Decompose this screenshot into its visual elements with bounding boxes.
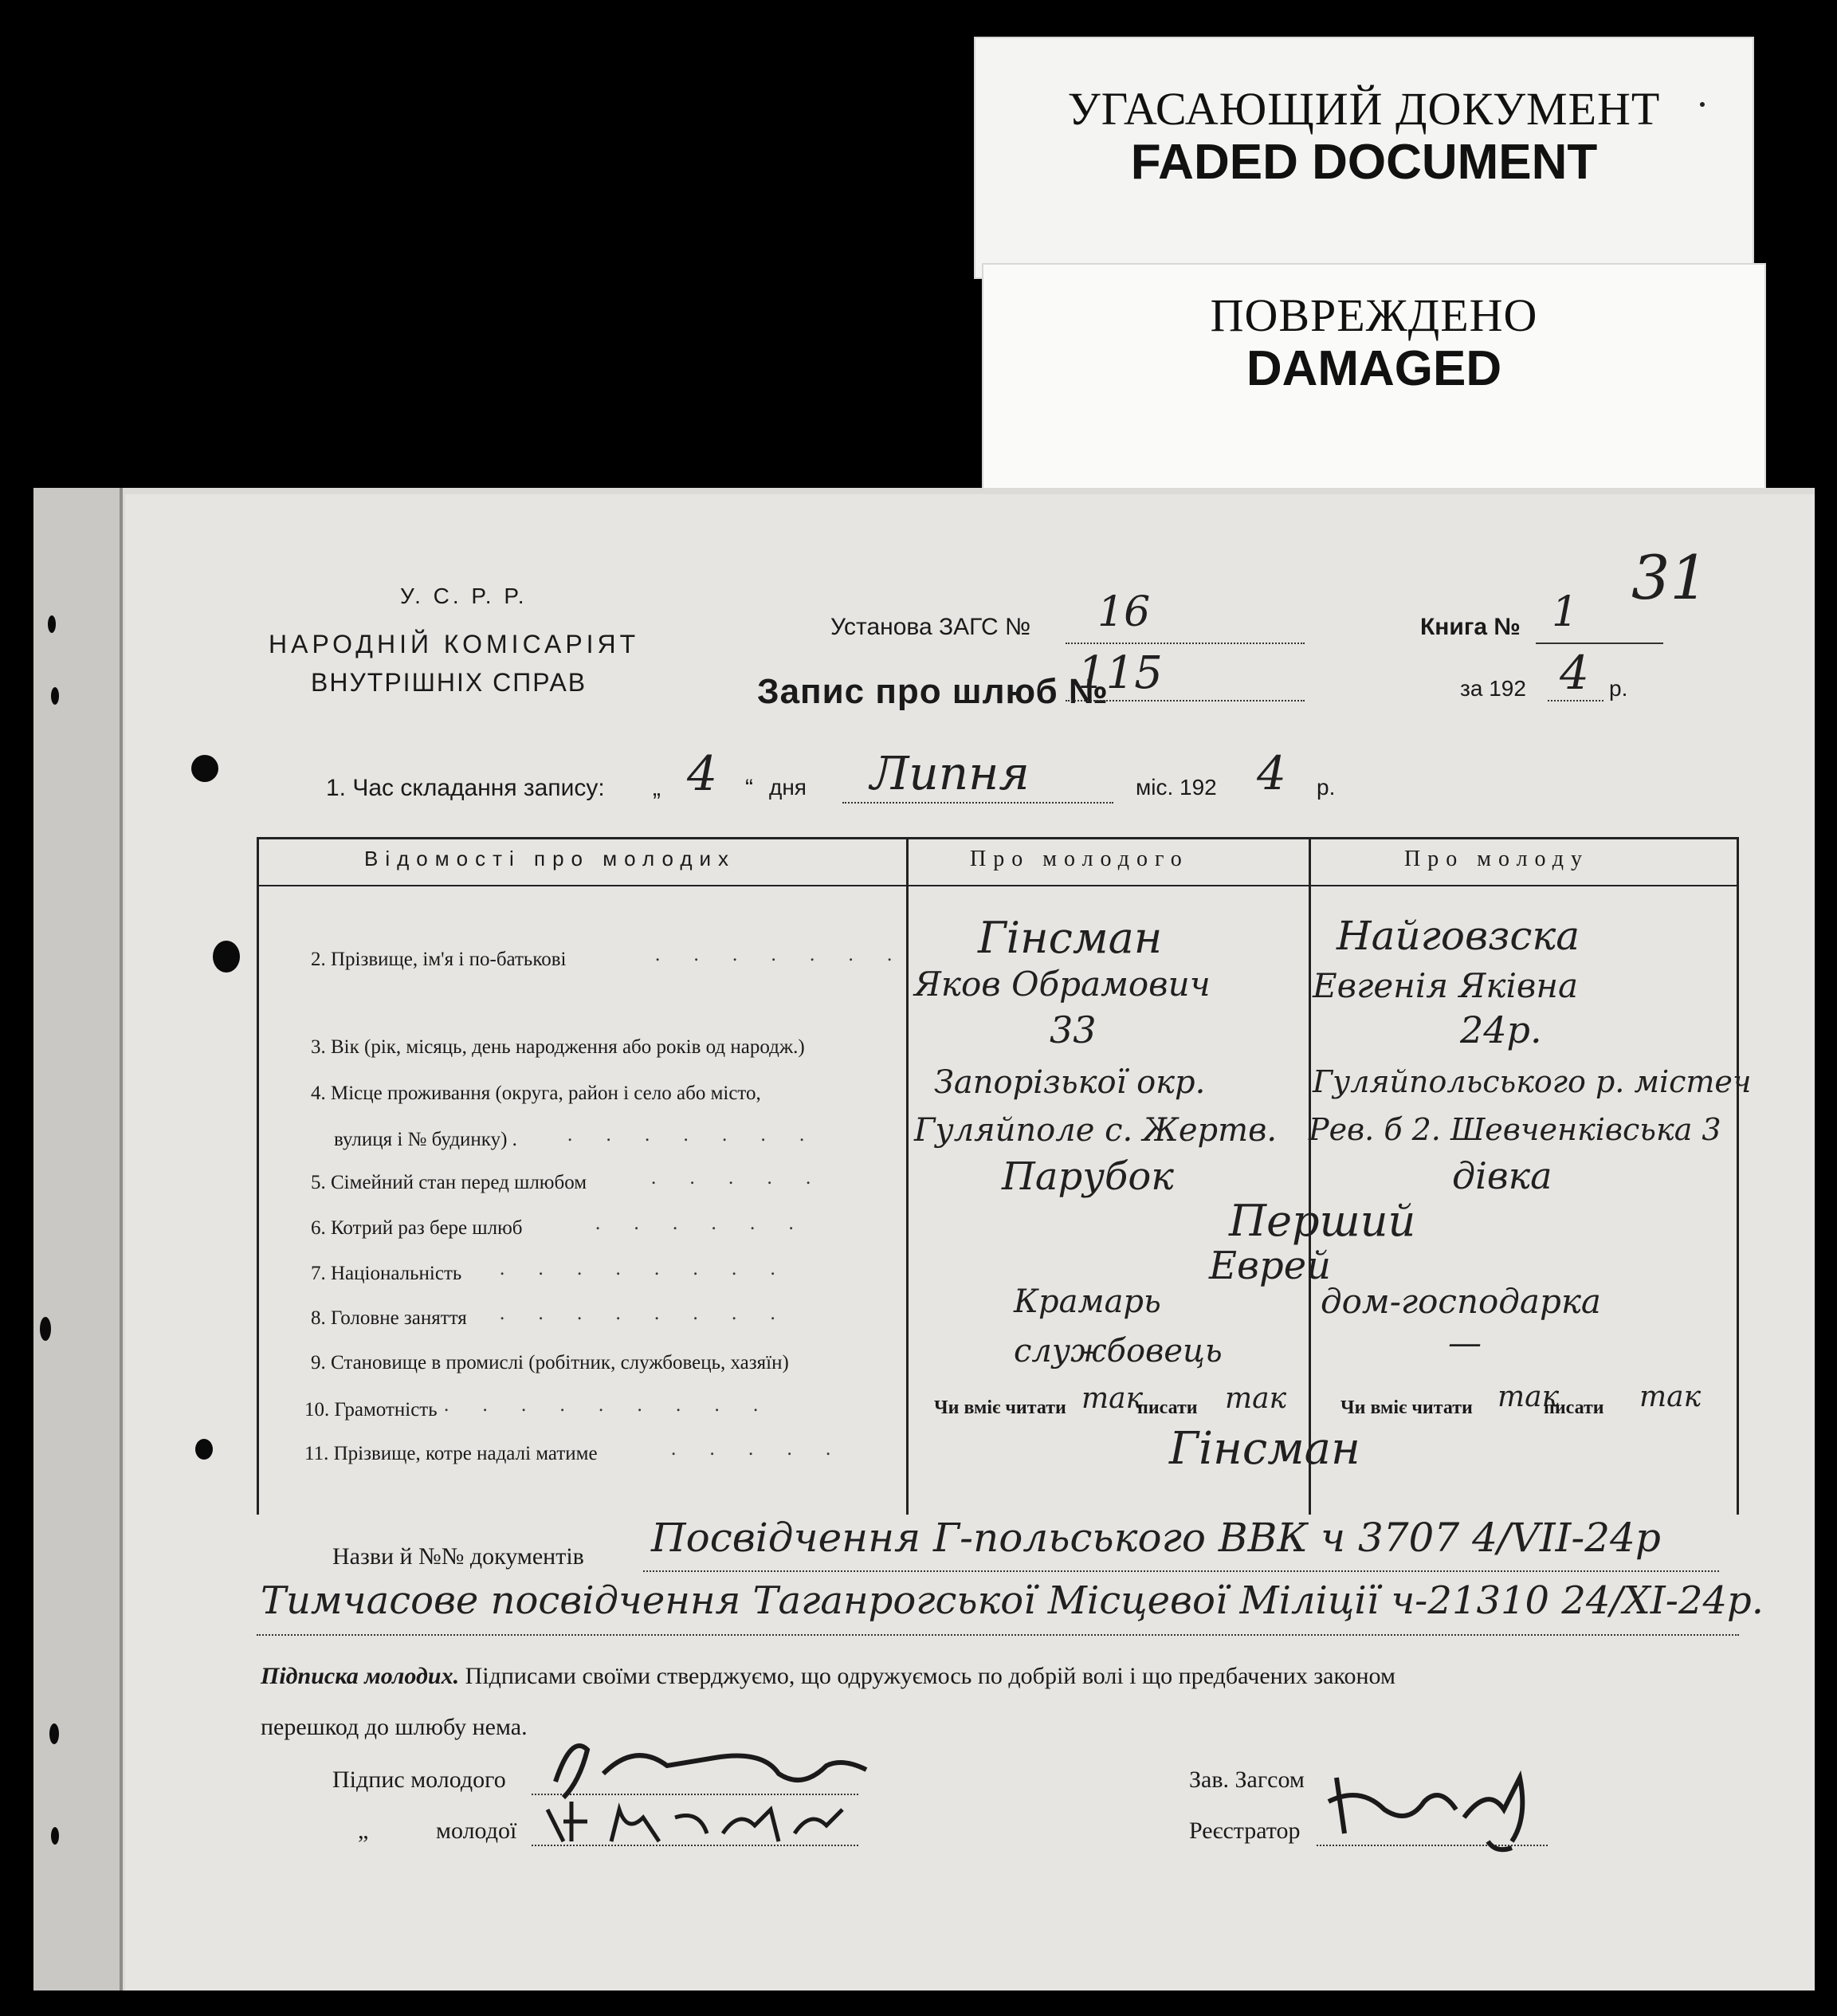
punch-hole (191, 755, 218, 782)
documents-label: Назви й №№ документів (332, 1543, 584, 1570)
groom-position: службовець (1014, 1333, 1223, 1370)
declaration-text-1: Підписами своїми стверджуємо, що одружуємось по добрій волі і що предбачених законом (465, 1663, 1395, 1689)
book-number-line (1536, 643, 1663, 644)
punch-hole (213, 941, 240, 973)
day-word: дня (769, 775, 807, 800)
ussr-abbrev: У. С. Р. Р. (400, 584, 528, 608)
faded-document-label (974, 37, 1754, 279)
bride-occupation: дом-господарка (1321, 1282, 1601, 1321)
documents-line-1-rule (643, 1570, 1719, 1572)
row-label-address: вулиця і № будинку) . (334, 1129, 517, 1150)
zags-number-line (1066, 643, 1305, 644)
record-number: 115 (1077, 647, 1163, 699)
row-dots: . . . . . . . . (500, 1258, 790, 1279)
year-digit: 4 (1560, 646, 1589, 700)
punch-hole (48, 615, 56, 633)
row-dots: . . . . . (651, 1167, 826, 1189)
punch-hole (195, 1439, 213, 1460)
punch-hole (51, 687, 59, 705)
faded-label-ru: УГАСАЮЩИЙ ДОКУМЕНТ (1067, 83, 1661, 135)
entry-time-label: 1. Час складання запису: (326, 775, 605, 801)
bride-age: 24р. (1460, 1008, 1542, 1051)
row-dots: . . . . . . . (567, 1124, 819, 1146)
column-header-bride: Про молоду (1404, 847, 1589, 871)
groom-read-value: так (1081, 1382, 1144, 1415)
groom-surname: Гінсман (978, 913, 1163, 963)
bride-read-label: Чи вміє читати (1340, 1397, 1473, 1418)
entry-day: 4 (687, 746, 718, 802)
entry-year-suffix: р. (1317, 775, 1336, 800)
zags-label: Установа ЗАГС № (830, 614, 1031, 640)
row-label-name: 2. Прізвище, ім'я і по-батькові (311, 949, 567, 970)
table-top-border (257, 837, 1739, 839)
damaged-label (982, 263, 1766, 493)
groom-write-value: так (1225, 1382, 1287, 1415)
groom-write-label: писати (1137, 1397, 1198, 1418)
row-dots: . . . . . . . . (500, 1303, 790, 1324)
row-dots: . . . . . . . (655, 944, 907, 965)
bride-read-value: так (1497, 1381, 1560, 1413)
table-right-border (1737, 837, 1739, 1515)
groom-residence-2: Гуляйполе с. Жертв. (914, 1112, 1278, 1149)
row-label-age: 3. Вік (рік, місяць, день народження або років од народж.) (311, 1036, 805, 1058)
head-registrar-label: Зав. Загсом (1189, 1766, 1305, 1793)
groom-signature-label: Підпис молодого (332, 1766, 506, 1793)
row-label-marital-status: 5. Сімейний стан перед шлюбом (311, 1172, 587, 1193)
groom-read-label: Чи вміє читати (934, 1397, 1066, 1418)
table-divider-2 (1309, 837, 1311, 1515)
row-dots: . . . . . . (595, 1212, 808, 1234)
bride-name: Евгенія Яківна (1313, 966, 1579, 1005)
column-header-groom: Про молодого (970, 847, 1189, 871)
marriage-record-sheet (33, 488, 1815, 1990)
faded-label-en: FADED DOCUMENT (1130, 135, 1598, 190)
row-label-occupation: 8. Головне заняття (311, 1307, 467, 1329)
table-left-border (257, 837, 259, 1515)
documents-line-2: Тимчасове посвідчення Таганрогської Місцевої Міліції ч-21310 24/XI-24р. (261, 1578, 1764, 1623)
column-header-info: Відомості про молодих (364, 847, 736, 870)
quote-open: „ (653, 775, 661, 801)
internal-affairs: ВНУТРІШНІХ СПРАВ (311, 668, 587, 697)
punch-hole (40, 1317, 51, 1341)
damaged-label-ru: ПОВРЕЖДЕНО (1210, 289, 1538, 341)
row-label-nationality: 7. Національність (311, 1263, 462, 1284)
record-number-line (1066, 700, 1305, 701)
damaged-label-en: DAMAGED (1246, 341, 1502, 396)
row-label-residence: 4. Місце проживання (округа, район і село або місто, (311, 1083, 761, 1104)
documents-line-1: Посвідчення Г-польського ВВК ч 3707 4/VII-24р (651, 1515, 1661, 1561)
table-divider-1 (906, 837, 909, 1515)
row-label-position: 9. Становище в промислі (робітник, службовець, хазяїн) (311, 1352, 789, 1373)
table-header-border (257, 885, 1739, 886)
commissariat-title: НАРОДНІЙ КОМІСАРІЯТ (269, 630, 640, 658)
declaration-text-2: перешкод до шлюбу нема. (261, 1714, 528, 1740)
bride-signature-label: молодої (436, 1818, 517, 1844)
groom-occupation: Крамарь (1014, 1283, 1161, 1320)
month-line (842, 802, 1113, 804)
declaration-line-1 (261, 1663, 1395, 1690)
bride-signature-prefix: „ (358, 1818, 369, 1844)
year-suffix: р. (1609, 676, 1628, 701)
bride-residence-1: Гуляйпольського р. містеч (1313, 1064, 1752, 1099)
bride-residence-2: Рев. б 2. Шевченківська 3 (1309, 1112, 1721, 1147)
quote-close: “ (745, 775, 753, 801)
bride-position: — (1448, 1323, 1482, 1362)
punch-hole (49, 1723, 59, 1744)
binding-strip (33, 488, 123, 1990)
year-label: за 192 (1460, 676, 1526, 701)
book-label: Книга № (1420, 614, 1521, 640)
entry-month: Липня (870, 746, 1030, 800)
year-line (1548, 700, 1603, 701)
row-label-future-surname: 11. Прізвище, котре надалі матиме (304, 1443, 598, 1464)
speck (1700, 102, 1705, 107)
zags-number: 16 (1097, 588, 1151, 636)
declaration-lead: Підписка молодих. (261, 1663, 460, 1689)
documents-line-2-rule (257, 1634, 1739, 1636)
marriage-count: Перший (1229, 1196, 1416, 1246)
book-number: 1 (1552, 588, 1579, 636)
future-surname: Гінсман (1169, 1423, 1360, 1475)
groom-residence-1: Запорізької окр. (934, 1064, 1206, 1101)
nationality: Еврей (1209, 1244, 1332, 1288)
entry-year-digit: 4 (1257, 746, 1286, 800)
bride-surname: Найговзска (1337, 913, 1580, 959)
punch-hole (51, 1827, 59, 1845)
bride-marital-status: дівка (1452, 1154, 1552, 1197)
groom-marital-status: Парубок (1002, 1154, 1174, 1199)
record-title: Запис про шлюб № (757, 672, 1109, 711)
row-dots: . . . . . (671, 1438, 846, 1460)
row-dots: . . . . . . . . . (444, 1394, 773, 1416)
row-label-literacy: 10. Грамотність (304, 1399, 438, 1421)
bride-signature (540, 1786, 874, 1857)
groom-age: 33 (1050, 1008, 1097, 1051)
page-number: 31 (1631, 542, 1709, 613)
form-paper (125, 494, 1815, 1990)
row-label-marriage-count: 6. Котрий раз бере шлюб (311, 1217, 523, 1239)
bride-write-value: так (1639, 1381, 1702, 1413)
groom-name: Яков Обрамович (914, 965, 1211, 1004)
month-label: міс. 192 (1136, 775, 1217, 800)
bride-write-label: писати (1544, 1397, 1604, 1418)
registrar-label: Реєстратор (1189, 1818, 1301, 1844)
registrar-signature (1313, 1754, 1576, 1857)
